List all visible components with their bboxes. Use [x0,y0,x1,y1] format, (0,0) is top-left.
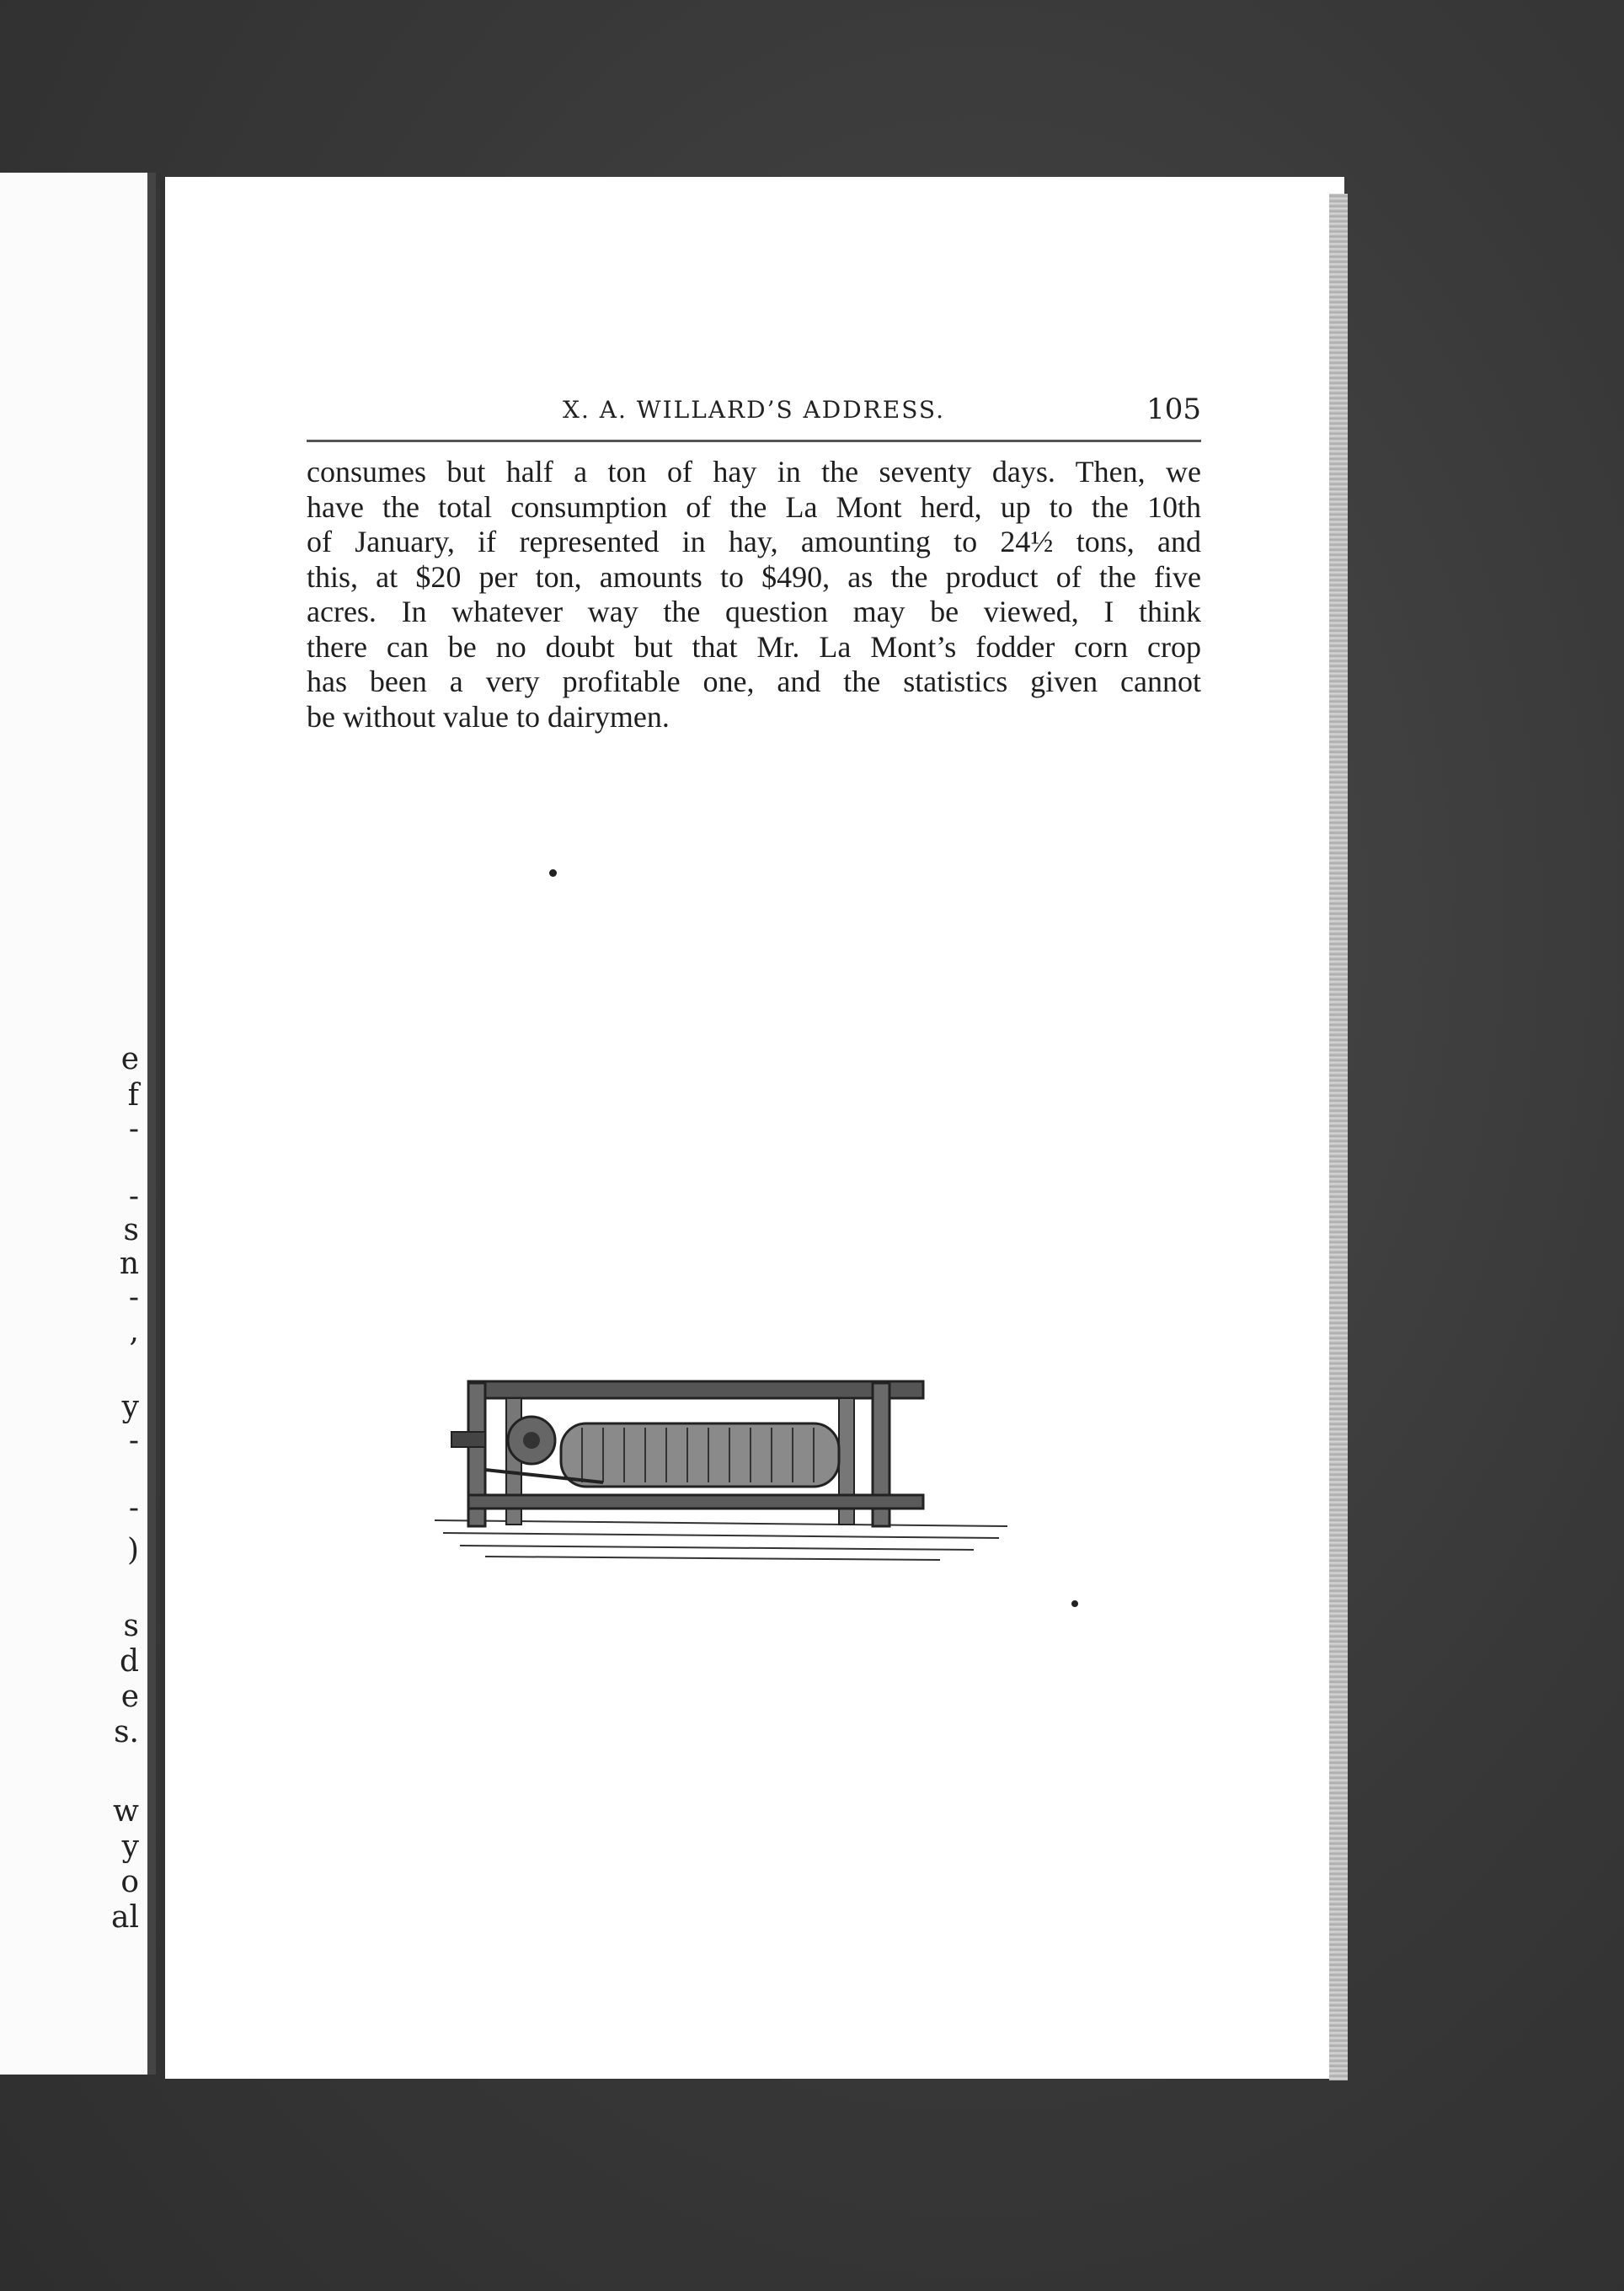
text-line: has been a very profitable one, and the statistics given cannot [307,665,1201,698]
left-page-fragment: - [128,1179,139,1214]
left-page-fragment: n [119,1247,139,1281]
left-page-fragment: o [120,1865,139,1899]
text-line: have the total consumption of the La Mont herd, up to the 10th [307,489,1201,524]
left-page-fragment: - [128,1280,139,1315]
left-page-fragment: ) [126,1533,139,1567]
ink-speck [549,869,557,877]
left-page-fragment: d [119,1644,139,1679]
left-page-fragment: al [111,1900,139,1935]
fodder-cutter-machine-engraving-icon [435,1306,1007,1567]
left-page-edge [0,173,156,2075]
left-page-fragment: e [120,1042,139,1076]
left-page-fragment: - [128,1112,139,1146]
page-edge-stack [1329,194,1348,2080]
left-page-fragment: s. [114,1715,139,1749]
text-line: consumes but half a ton of hay in the seventy days. Then, we [307,455,1201,489]
left-page-fragment: - [128,1423,139,1458]
right-page [160,177,1344,2079]
left-page-fragment: e [120,1680,139,1714]
text-line: acres. In whatever way the question may be viewed, I think [307,595,1201,628]
left-page-fragment: y [121,1390,139,1424]
left-page-fragment: s [123,1609,139,1643]
running-head [307,389,1201,442]
left-page-fragment: y [121,1829,139,1864]
page-number: 105 [1146,393,1201,426]
left-page-fragment: , [129,1314,139,1348]
left-page-fragment: s [123,1213,139,1247]
left-page-fragment: - [128,1491,139,1525]
text-line: there can be no doubt but that Mr. La Mont’s fodder corn crop [307,629,1201,664]
body-paragraph [307,455,1201,734]
text-line: be without value to dairymen. [307,699,670,734]
text-line: this, at $20 per ton, amounts to $490, as the product of the five [307,559,1201,594]
ink-speck [1071,1600,1078,1607]
left-page-fragment: f [127,1078,139,1113]
running-head-title: X. A. WILLARD’S ADDRESS. [563,396,945,424]
left-page-fragment: w [113,1794,139,1829]
text-line: of January, if represented in hay, amounting to 24½ tons, and [307,525,1201,558]
